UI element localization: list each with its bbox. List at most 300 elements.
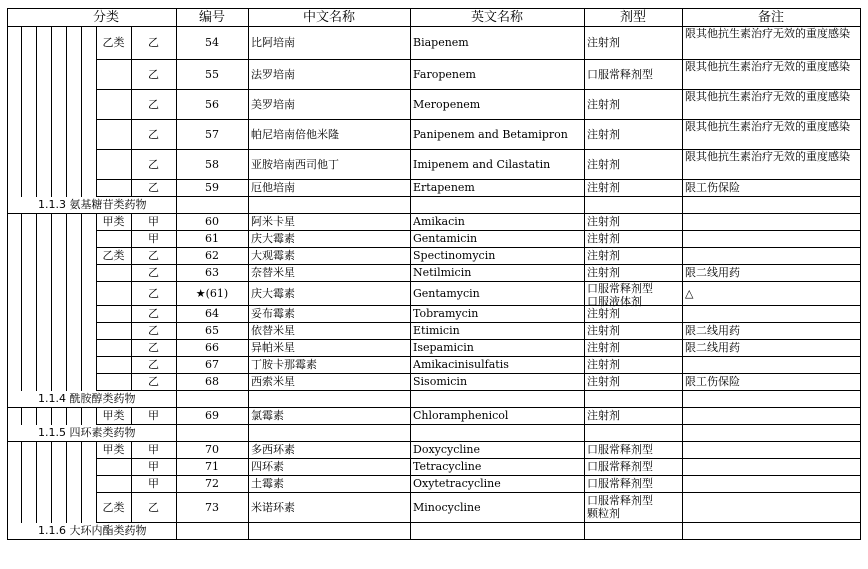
column-divider	[584, 264, 585, 282]
tree-line	[51, 458, 52, 476]
remarks-cell: 限二线用药	[685, 341, 740, 354]
tree-line	[7, 305, 8, 323]
column-divider	[584, 149, 585, 180]
tree-line	[96, 149, 97, 180]
column-divider	[410, 59, 411, 90]
header-remarks: 备注	[757, 10, 784, 25]
form-cell: 注射剂	[587, 341, 620, 354]
en-name-cell: Gentamicin	[413, 232, 478, 245]
column-divider	[410, 281, 411, 306]
column-divider	[860, 441, 861, 459]
en-name-cell: Meropenem	[413, 98, 481, 111]
grade-cell: 乙	[148, 158, 159, 171]
tree-line	[7, 196, 8, 214]
column-divider	[410, 522, 411, 540]
tree-line	[66, 179, 67, 197]
form-cell: 注射剂	[587, 128, 620, 141]
tree-line	[7, 390, 8, 408]
tree-line	[96, 475, 97, 493]
grade-cell: 甲	[148, 409, 159, 422]
column-divider	[248, 356, 249, 374]
tree-line	[51, 247, 52, 265]
row-divider	[96, 305, 861, 306]
form-cell: 注射剂	[587, 232, 620, 245]
tree-line	[21, 179, 22, 197]
column-divider	[410, 356, 411, 374]
remarks-cell: 限其他抗生素治疗无效的重度感染	[685, 60, 850, 73]
form-cell: 注射剂	[587, 307, 620, 320]
row-divider	[96, 373, 861, 374]
tree-line	[7, 441, 8, 459]
section-heading: 1.1.3 氨基糖苷类药物	[38, 198, 147, 211]
column-divider	[248, 458, 249, 476]
tree-line	[36, 149, 37, 180]
tree-line	[21, 458, 22, 476]
en-name-cell: Amikacinisulfatis	[413, 358, 509, 371]
cn-name-cell: 妥布霉素	[251, 307, 295, 320]
column-divider	[584, 247, 585, 265]
header-category: 分类	[92, 10, 119, 25]
column-divider	[860, 522, 861, 540]
grade-cell: 甲	[148, 460, 159, 473]
column-divider	[860, 390, 861, 408]
column-divider	[584, 475, 585, 493]
tree-line	[36, 356, 37, 374]
tree-line	[96, 264, 97, 282]
column-divider	[860, 213, 861, 231]
form-cell: 注射剂	[587, 98, 620, 111]
en-name-cell: Etimicin	[413, 324, 460, 337]
tree-line	[81, 264, 82, 282]
tree-line	[66, 441, 67, 459]
row-divider	[96, 390, 861, 391]
column-divider	[584, 407, 585, 425]
tree-line	[7, 522, 8, 540]
tree-line	[51, 441, 52, 459]
row-divider	[96, 492, 861, 493]
column-divider	[682, 247, 683, 265]
column-divider	[860, 59, 861, 90]
tree-line	[66, 407, 67, 425]
column-divider	[584, 89, 585, 120]
column-divider	[248, 322, 249, 340]
en-name-cell: Oxytetracycline	[413, 477, 501, 490]
column-divider	[248, 213, 249, 231]
cn-name-cell: 比阿培南	[251, 36, 295, 49]
column-divider	[410, 26, 411, 60]
column-divider	[584, 179, 585, 197]
form-cell: 口服常释剂型 颗粒剂	[587, 494, 653, 520]
column-divider	[584, 492, 585, 523]
cn-name-cell: 多西环素	[251, 443, 295, 456]
column-divider	[860, 322, 861, 340]
column-divider	[584, 213, 585, 231]
column-divider	[682, 26, 683, 60]
tree-line	[7, 475, 8, 493]
column-divider	[248, 407, 249, 425]
column-divider	[248, 305, 249, 323]
tree-line	[21, 492, 22, 523]
en-name-cell: Faropenem	[413, 68, 476, 81]
number-cell: 57	[205, 128, 219, 141]
tree-line	[7, 230, 8, 248]
grade-cell: 乙	[148, 98, 159, 111]
column-divider	[248, 89, 249, 120]
number-cell: 65	[205, 324, 219, 337]
tree-line	[96, 89, 97, 120]
en-name-cell: Netilmicin	[413, 266, 472, 279]
column-divider	[860, 196, 861, 214]
header-column-divider	[176, 8, 177, 27]
row-divider	[96, 339, 861, 340]
tree-line	[81, 119, 82, 150]
tree-line	[66, 356, 67, 374]
table-top-border	[7, 8, 861, 9]
number-cell: 66	[205, 341, 219, 354]
tree-line	[21, 339, 22, 357]
column-divider	[682, 492, 683, 523]
cn-name-cell: 西索米星	[251, 375, 295, 388]
grade-cell: 乙	[148, 375, 159, 388]
column-divider	[410, 264, 411, 282]
tree-line	[7, 339, 8, 357]
grade-cell: 乙	[148, 266, 159, 279]
column-divider	[584, 522, 585, 540]
column-divider	[410, 196, 411, 214]
tree-line	[81, 356, 82, 374]
tree-line	[36, 59, 37, 90]
number-cell: 56	[205, 98, 219, 111]
tree-line	[21, 247, 22, 265]
tree-line	[51, 356, 52, 374]
tree-line	[36, 458, 37, 476]
column-divider	[248, 281, 249, 306]
en-name-cell: Ertapenem	[413, 181, 475, 194]
column-divider	[860, 89, 861, 120]
column-divider	[410, 441, 411, 459]
en-name-cell: Doxycycline	[413, 443, 481, 456]
header-en-name: 英文名称	[470, 10, 523, 25]
row-divider	[96, 196, 861, 197]
tree-line	[66, 373, 67, 391]
column-divider	[682, 213, 683, 231]
section-divider	[7, 441, 861, 442]
tree-line	[7, 26, 8, 60]
column-divider	[248, 441, 249, 459]
column-divider	[584, 441, 585, 459]
header-form: 剂型	[619, 10, 646, 25]
number-cell: 70	[205, 443, 219, 456]
grade-cell: 乙	[148, 307, 159, 320]
tree-line	[36, 441, 37, 459]
cn-name-cell: 法罗培南	[251, 68, 295, 81]
tree-line	[51, 407, 52, 425]
tree-line	[81, 89, 82, 120]
grade-cell: 乙	[148, 358, 159, 371]
column-divider	[584, 196, 585, 214]
tree-line	[96, 119, 97, 150]
row-divider	[96, 475, 861, 476]
en-name-cell: Amikacin	[413, 215, 465, 228]
tree-line	[21, 475, 22, 493]
column-divider	[860, 458, 861, 476]
en-name-cell: Minocycline	[413, 501, 481, 514]
tree-line	[96, 179, 97, 197]
column-divider	[248, 475, 249, 493]
tree-line	[81, 213, 82, 231]
tree-line	[21, 373, 22, 391]
row-divider	[96, 356, 861, 357]
form-cell: 口服常释剂型	[587, 477, 653, 490]
remarks-cell: 限二线用药	[685, 266, 740, 279]
tree-line	[81, 149, 82, 180]
tree-line	[51, 119, 52, 150]
en-name-cell: Spectinomycin	[413, 249, 496, 262]
cn-name-cell: 帕尼培南倍他米隆	[251, 128, 339, 141]
column-divider	[860, 424, 861, 442]
column-divider	[682, 281, 683, 306]
tree-line	[81, 373, 82, 391]
column-divider	[860, 407, 861, 425]
column-divider	[584, 373, 585, 391]
tree-line	[81, 230, 82, 248]
tree-line	[51, 89, 52, 120]
column-divider	[682, 390, 683, 408]
header-number: 编号	[198, 10, 225, 25]
tree-line	[51, 149, 52, 180]
tree-line	[66, 458, 67, 476]
tree-line	[36, 281, 37, 306]
category-label: 乙类	[102, 36, 125, 49]
en-name-cell: Panipenem and Betamipron	[413, 128, 568, 141]
tree-line	[51, 475, 52, 493]
column-divider	[248, 373, 249, 391]
cn-name-cell: 美罗培南	[251, 98, 295, 111]
row-divider	[96, 281, 861, 282]
column-divider	[584, 339, 585, 357]
grade-cell: 甲	[148, 443, 159, 456]
column-divider	[682, 59, 683, 90]
column-divider	[410, 475, 411, 493]
category-label: 甲类	[102, 215, 125, 228]
header-column-divider	[248, 8, 249, 27]
tree-line	[51, 179, 52, 197]
form-cell: 注射剂	[587, 409, 620, 422]
tree-line	[7, 89, 8, 120]
tree-line	[36, 264, 37, 282]
column-divider	[584, 230, 585, 248]
column-divider	[682, 407, 683, 425]
tree-line	[7, 247, 8, 265]
cn-name-cell: 厄他培南	[251, 181, 295, 194]
column-divider	[410, 230, 411, 248]
tree-line	[36, 213, 37, 231]
tree-line	[21, 407, 22, 425]
tree-line	[96, 356, 97, 374]
column-divider	[248, 230, 249, 248]
cn-name-cell: 氯霉素	[251, 409, 284, 422]
column-divider	[248, 179, 249, 197]
tree-line	[36, 475, 37, 493]
number-cell: 54	[205, 36, 219, 49]
tree-line	[96, 230, 97, 248]
tree-line	[36, 407, 37, 425]
remarks-cell: 限其他抗生素治疗无效的重度感染	[685, 90, 850, 103]
form-cell: 注射剂	[587, 266, 620, 279]
tree-line	[21, 281, 22, 306]
en-name-cell: Chloramphenicol	[413, 409, 509, 422]
grade-cell: 甲	[148, 215, 159, 228]
column-divider	[248, 339, 249, 357]
column-divider	[860, 356, 861, 374]
tree-line	[66, 264, 67, 282]
grade-cell: 乙	[148, 341, 159, 354]
column-divider	[584, 305, 585, 323]
column-divider	[682, 230, 683, 248]
number-cell: 68	[205, 375, 219, 388]
tree-line	[7, 264, 8, 282]
number-cell: 63	[205, 266, 219, 279]
tree-line	[51, 305, 52, 323]
tree-line	[96, 322, 97, 340]
section-heading: 1.1.4 酰胺醇类药物	[38, 392, 136, 405]
tree-line	[7, 119, 8, 150]
tree-line	[51, 264, 52, 282]
tree-line	[51, 281, 52, 306]
cn-name-cell: 土霉素	[251, 477, 284, 490]
remarks-cell: 限工伤保险	[685, 375, 740, 388]
form-cell: 注射剂	[587, 215, 620, 228]
en-name-cell: Tobramycin	[413, 307, 479, 320]
tree-line	[81, 458, 82, 476]
row-divider	[96, 322, 861, 323]
column-divider	[584, 390, 585, 408]
column-divider	[248, 264, 249, 282]
tree-line	[7, 179, 8, 197]
tree-line	[7, 281, 8, 306]
tree-line	[7, 356, 8, 374]
column-divider	[860, 26, 861, 60]
number-cell: 61	[205, 232, 219, 245]
form-cell: 注射剂	[587, 249, 620, 262]
tree-line	[66, 149, 67, 180]
tree-line	[96, 59, 97, 90]
cn-name-cell: 庆大霉素	[251, 287, 295, 300]
number-cell: ★(61)	[195, 287, 229, 300]
form-cell: 口服常释剂型	[587, 460, 653, 473]
column-divider	[584, 26, 585, 60]
column-divider	[682, 322, 683, 340]
en-name-cell: Imipenem and Cilastatin	[413, 158, 551, 171]
header-column-divider	[860, 8, 861, 27]
tree-line	[21, 356, 22, 374]
row-divider	[96, 264, 861, 265]
tree-line	[21, 230, 22, 248]
tree-line	[7, 407, 8, 425]
column-divider	[682, 458, 683, 476]
column-divider	[410, 89, 411, 120]
en-name-cell: Gentamycin	[413, 287, 480, 300]
en-name-cell: Tetracycline	[413, 460, 482, 473]
tree-line	[21, 89, 22, 120]
number-cell: 59	[205, 181, 219, 194]
row-divider	[96, 458, 861, 459]
row-divider	[96, 179, 861, 180]
row-divider	[96, 230, 861, 231]
column-divider	[584, 424, 585, 442]
tree-line	[81, 26, 82, 60]
column-divider	[584, 458, 585, 476]
cn-name-cell: 庆大霉素	[251, 232, 295, 245]
column-divider	[410, 213, 411, 231]
number-cell: 55	[205, 68, 219, 81]
column-divider	[682, 119, 683, 150]
tree-line	[36, 339, 37, 357]
column-divider	[682, 475, 683, 493]
tree-line	[51, 339, 52, 357]
tree-line	[96, 281, 97, 306]
tree-line	[66, 305, 67, 323]
remarks-cell: 限其他抗生素治疗无效的重度感染	[685, 27, 850, 40]
grade-cell: 甲	[148, 232, 159, 245]
column-divider	[682, 339, 683, 357]
tree-line	[51, 59, 52, 90]
tree-line	[21, 441, 22, 459]
tree-line	[66, 492, 67, 523]
en-name-cell: Sisomicin	[413, 375, 468, 388]
column-divider	[410, 179, 411, 197]
tree-line	[7, 59, 8, 90]
grade-cell: 乙	[148, 36, 159, 49]
category-label: 甲类	[102, 409, 125, 422]
tree-line	[21, 213, 22, 231]
tree-line	[36, 230, 37, 248]
tree-line	[7, 213, 8, 231]
column-divider	[682, 522, 683, 540]
tree-line	[81, 441, 82, 459]
cn-name-cell: 亚胺培南西司他丁	[251, 158, 339, 171]
tree-line	[21, 264, 22, 282]
section-heading: 1.1.6 大环内酯类药物	[38, 524, 147, 537]
column-divider	[584, 281, 585, 306]
tree-line	[51, 322, 52, 340]
form-cell: 注射剂	[587, 358, 620, 371]
en-name-cell: Isepamicin	[413, 341, 474, 354]
tree-line	[96, 458, 97, 476]
column-divider	[248, 492, 249, 523]
column-divider	[860, 230, 861, 248]
header-column-divider	[584, 8, 585, 27]
remarks-cell: 限二线用药	[685, 324, 740, 337]
form-cell: 注射剂	[587, 324, 620, 337]
tree-line	[81, 281, 82, 306]
form-cell: 注射剂	[587, 181, 620, 194]
form-cell: 口服常释剂型 口服液体剂	[587, 282, 653, 308]
column-divider	[410, 247, 411, 265]
column-divider	[410, 458, 411, 476]
grade-cell: 乙	[148, 68, 159, 81]
tree-line	[36, 26, 37, 60]
column-divider	[410, 339, 411, 357]
number-cell: 62	[205, 249, 219, 262]
column-divider	[860, 475, 861, 493]
column-divider	[860, 264, 861, 282]
tree-line	[7, 424, 8, 442]
column-divider	[584, 59, 585, 90]
column-divider	[584, 322, 585, 340]
tree-line	[36, 119, 37, 150]
column-divider	[682, 149, 683, 180]
